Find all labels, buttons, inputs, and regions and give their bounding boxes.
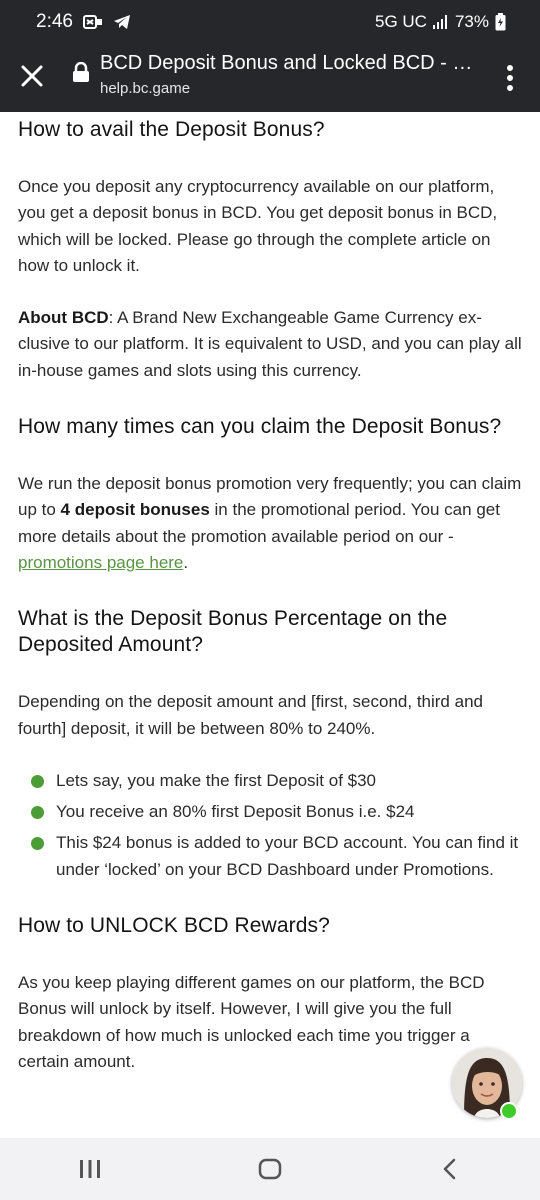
list-item-text: This $24 bonus is added to your BCD account. You can find it under ‘locked’ on your BCD Dashboard under Promotions. <box>56 833 519 879</box>
battery-percent: 73% <box>454 12 489 31</box>
claim-text-b: in the promotional period. You can get more details about the promotion available period on our - <box>18 500 500 546</box>
more-options-button[interactable] <box>496 60 524 96</box>
heading-avail-bonus: How to avail the Deposit Bonus? <box>18 118 325 141</box>
list-item <box>18 830 524 883</box>
paragraph-deposit-info: Once you deposit any cryptocurrency available on our platform, you get a deposit bonus in BCD. You get deposit bonus in BCD, which will be locked. Please go through the complete article on how to unlock it. <box>18 177 498 275</box>
list-item-text: Lets say, you make the first Deposit of $30 <box>56 770 377 790</box>
telegram-icon <box>113 14 131 30</box>
status-time: 2:46 <box>36 11 73 32</box>
about-bcd-label: About BCD <box>18 308 109 328</box>
network-label: 5G UC <box>375 12 427 31</box>
notification-icon <box>83 14 103 30</box>
recent-apps-icon <box>78 1158 102 1180</box>
paragraph-percentage: Depending on the deposit amount and [first, second, third and fourth] deposit, it will be between 80% to 240%. <box>18 692 483 738</box>
paragraph-unlock: As you keep playing different games on our platform, the BCD Bonus will unlock by itself. However, I will give you the full breakdown of how much is unlocked each time you trigger a certain amount. <box>18 973 485 1071</box>
claim-count: 4 deposit bonuses <box>60 500 210 520</box>
paragraph-claim-info <box>18 471 524 576</box>
bullet-dot <box>31 806 44 819</box>
recent-apps-button[interactable] <box>60 1149 120 1189</box>
home-button[interactable] <box>240 1149 300 1189</box>
promotions-link[interactable]: promotions page here <box>18 552 184 572</box>
home-icon <box>257 1157 283 1181</box>
heading-percentage: What is the Deposit Bonus Percentage on the Deposited Amount? <box>18 607 448 657</box>
list-item-text: You receive an 80% first Deposit Bonus i.e. $24 <box>56 802 415 822</box>
status-right <box>375 12 506 32</box>
lock-icon <box>72 62 90 82</box>
close-icon <box>18 62 46 90</box>
page-domain[interactable]: help.bc.game <box>100 80 191 97</box>
article-content <box>18 112 524 1138</box>
example-list <box>18 768 524 883</box>
back-button[interactable] <box>420 1149 480 1189</box>
page-title[interactable]: BCD Deposit Bonus and Locked BCD - … <box>100 52 473 74</box>
online-status-indicator <box>500 1102 518 1120</box>
status-left <box>36 11 131 33</box>
claim-text-a: We run the deposit bonus promotion very frequently; you can claim up to <box>18 474 522 520</box>
list-item <box>18 768 524 794</box>
heading-claim-times: How many times can you claim the Deposit Bonus? <box>18 415 502 439</box>
battery-icon <box>495 13 506 31</box>
more-vert-icon <box>496 60 524 96</box>
list-item <box>18 799 524 825</box>
bullet-dot <box>31 775 44 788</box>
status-bar <box>0 0 540 44</box>
back-icon <box>440 1157 460 1181</box>
signal-icon <box>433 15 449 29</box>
claim-text-end: . <box>183 552 189 572</box>
paragraph-about-bcd <box>18 305 524 384</box>
system-nav-bar <box>0 1138 540 1200</box>
about-bcd-text: : A Brand New Exchangeable Game Currency exclusive to our platform. It is equivalent to USD, and you can play all in-house games and slots using this currency. <box>18 308 522 380</box>
heading-unlock: How to UNLOCK BCD Rewards? <box>18 914 330 938</box>
close-button[interactable] <box>18 62 46 90</box>
browser-header <box>0 44 540 112</box>
bullet-dot <box>31 837 44 850</box>
